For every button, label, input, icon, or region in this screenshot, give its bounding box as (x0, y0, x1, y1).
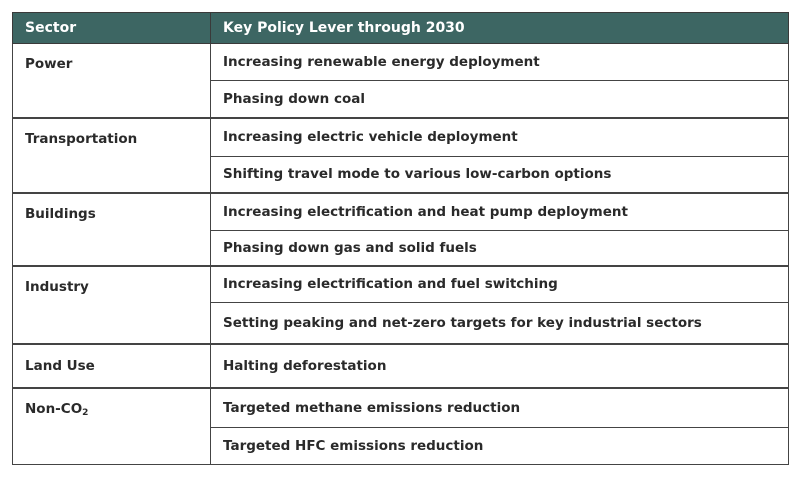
sector-power (13, 44, 211, 118)
policy-lever: Shifting travel mode to various low-carbon options (211, 157, 789, 193)
table-row (13, 193, 789, 231)
policy-lever: Increasing renewable energy deployment (211, 44, 789, 81)
table-row (13, 118, 789, 157)
sector-label: Transportation (25, 130, 138, 147)
policy-lever: Setting peaking and net-zero targets for key industrial sectors (211, 303, 789, 344)
sector-label: Land Use (25, 357, 95, 374)
sector-transportation (13, 118, 211, 193)
sector-label: Non-CO (25, 400, 83, 417)
table-row (13, 44, 789, 81)
sector-subscript: 2 (82, 407, 89, 418)
policy-lever: Increasing electrification and fuel switching (211, 266, 789, 303)
policy-lever: Increasing electric vehicle deployment (211, 118, 789, 157)
policy-lever: Targeted HFC emissions reduction (211, 428, 789, 465)
policy-lever: Phasing down coal (211, 81, 789, 118)
policy-lever: Targeted methane emissions reduction (211, 388, 789, 428)
policy-lever: Phasing down gas and solid fuels (211, 231, 789, 266)
sector-non-co2 (13, 388, 211, 465)
sector-label: Industry (25, 278, 89, 295)
sector-buildings (13, 193, 211, 266)
sector-industry (13, 266, 211, 344)
header-policy-lever: Key Policy Lever through 2030 (211, 13, 789, 44)
policy-lever: Increasing electrification and heat pump deployment (211, 193, 789, 231)
table-row (13, 388, 789, 428)
table-row (13, 266, 789, 303)
sector-label: Power (25, 56, 73, 72)
sector-label: Buildings (25, 205, 96, 222)
policy-lever: Halting deforestation (211, 344, 789, 388)
sector-land-use (13, 344, 211, 388)
policy-lever-table (12, 12, 789, 465)
table-header-row (13, 13, 789, 44)
table-row (13, 344, 789, 388)
header-sector: Sector (13, 13, 211, 44)
